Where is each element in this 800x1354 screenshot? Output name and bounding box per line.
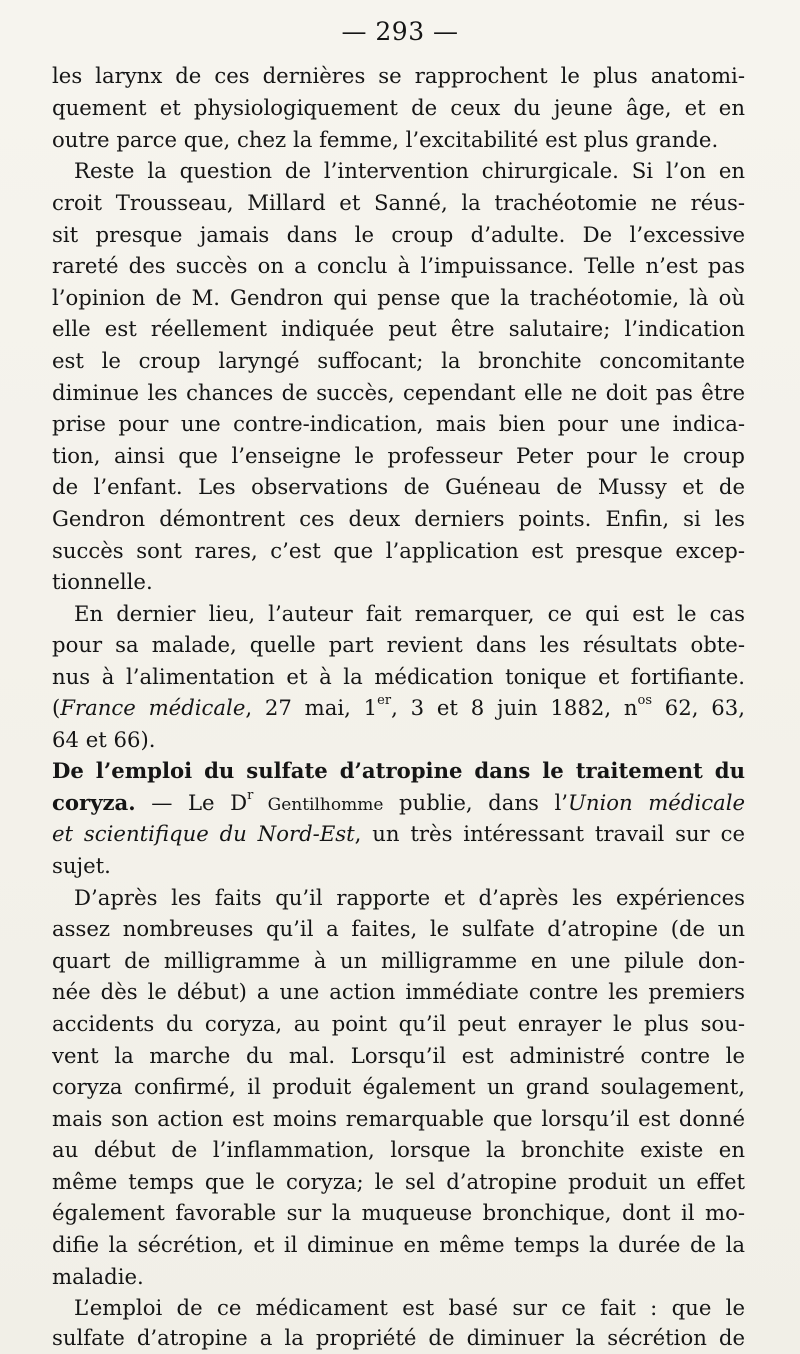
text-line: quement et physiologiquement de ceux du jeune âge, et en bbox=[52, 95, 745, 120]
citation-ordinal: er bbox=[377, 693, 392, 708]
citation-source: France médicale bbox=[60, 695, 246, 720]
body-line: sulfate d’atropine a la propriété de diminuer la sécrétion de bbox=[52, 1325, 745, 1350]
citation-date-part: , 27 mai, 1 bbox=[245, 695, 378, 720]
text-line: Gendron démontrent ces deux derniers points. Enfin, si les bbox=[52, 506, 745, 531]
text-line: rareté des succès on a conclu à l’impuissance. Telle n’est pas bbox=[52, 253, 745, 278]
text-line: nus à l’alimentation et à la médication tonique et fortifiante. bbox=[52, 664, 745, 689]
text-line: Reste la question de l’intervention chirurgicale. Si l’on en bbox=[74, 158, 745, 183]
page-number: — 293 — bbox=[341, 17, 459, 46]
text-line: croit Trousseau, Millard et Sanné, la trachéotomie ne réus- bbox=[52, 190, 745, 215]
text-line: l’opinion de M. Gendron qui pense que la trachéotomie, là où bbox=[52, 285, 745, 310]
section-intro-line bbox=[52, 818, 745, 850]
body-line: coryza confirmé, il produit également un grand soulagement, bbox=[52, 1074, 745, 1099]
citation-date-rest: , 3 et 8 juin 1882, n bbox=[391, 695, 638, 720]
text-line: pour sa malade, quelle part revient dans les résultats obte- bbox=[52, 632, 745, 657]
section-intro-line bbox=[52, 787, 745, 819]
body-line: maladie. bbox=[52, 1264, 144, 1289]
text-line: succès sont rares, c’est que l’application est presque excep- bbox=[52, 538, 745, 563]
body-line: difie la sécrétion, et il diminue en même temps la durée de la bbox=[52, 1232, 745, 1257]
body-line: L’emploi de ce médicament est basé sur ce fait : que le bbox=[74, 1295, 745, 1320]
section-text: publie, dans l’ bbox=[383, 790, 568, 815]
citation-line bbox=[52, 692, 745, 724]
body-line: vent la marche du mal. Lorsqu’il est administré contre le bbox=[52, 1043, 745, 1068]
body-line: au début de l’inflammation, lorsque la bronchite existe en bbox=[52, 1137, 745, 1162]
body-line: assez nombreuses qu’il a faites, le sulfate d’atropine (de un bbox=[52, 916, 745, 941]
citation-open-paren: ( bbox=[52, 695, 61, 720]
text-line: les larynx de ces dernières se rapprochent le plus anatomi- bbox=[52, 63, 745, 88]
section-title: De l’emploi du sulfate d’atropine dans le traitement du bbox=[52, 758, 745, 783]
body-line: née dès le début) a une action immédiate contre les premiers bbox=[52, 979, 745, 1004]
text-line: sit presque jamais dans le croup d’adulte. De l’excessive bbox=[52, 222, 745, 247]
body-line: mais son action est moins remarquable que lorsqu’il est donné bbox=[52, 1106, 745, 1131]
body-line: également favorable sur la muqueuse bronchique, dont il mo- bbox=[52, 1200, 745, 1225]
section-text: — Le D bbox=[135, 790, 248, 815]
text-line: de l’enfant. Les observations de Guéneau de Mussy et de bbox=[52, 474, 745, 499]
citation-number-mark: os bbox=[637, 693, 653, 708]
text-line: elle est réellement indiquée peut être salutaire; l’indication bbox=[52, 316, 745, 341]
text-line: prise pour une contre-indication, mais bien pour une indica- bbox=[52, 411, 745, 436]
text-line: diminue les chances de succès, cependant elle ne doit pas être bbox=[52, 380, 745, 405]
body-line: D’après les faits qu’il rapporte et d’après les expériences bbox=[74, 885, 745, 910]
journal-name-continued: et scientifique du Nord-Est bbox=[52, 821, 355, 846]
text-line: est le croup laryngé suffocant; la bronchite concomitante bbox=[52, 348, 745, 373]
body-line: accidents du coryza, au point qu’il peut enrayer le plus sou- bbox=[52, 1011, 745, 1036]
text-line: outre parce que, chez la femme, l’excitabilité est plus grande. bbox=[52, 127, 719, 152]
text-line: En dernier lieu, l’auteur fait remarquer, ce qui est le cas bbox=[74, 601, 745, 626]
body-line: même temps que le coryza; le sel d’atropine produit un effet bbox=[52, 1169, 745, 1194]
citation-line-end: 64 et 66). bbox=[52, 727, 156, 752]
text-line: tion, ainsi que l’enseigne le professeur Peter pour le croup bbox=[52, 443, 745, 468]
body-line: quart de milligramme à un milligramme en une pilule don- bbox=[52, 948, 745, 973]
section-text: , un très intéressant travail sur ce bbox=[354, 821, 745, 846]
section-title-end: coryza. bbox=[52, 790, 136, 815]
text-line: tionnelle. bbox=[52, 569, 153, 594]
citation-numbers: 62, 63, bbox=[652, 695, 745, 720]
journal-name: Union médicale bbox=[567, 790, 745, 815]
doctor-abbreviation-superscript: r bbox=[247, 788, 254, 803]
section-intro-end: sujet. bbox=[52, 853, 111, 878]
author-name: Gentilhomme bbox=[253, 795, 384, 815]
